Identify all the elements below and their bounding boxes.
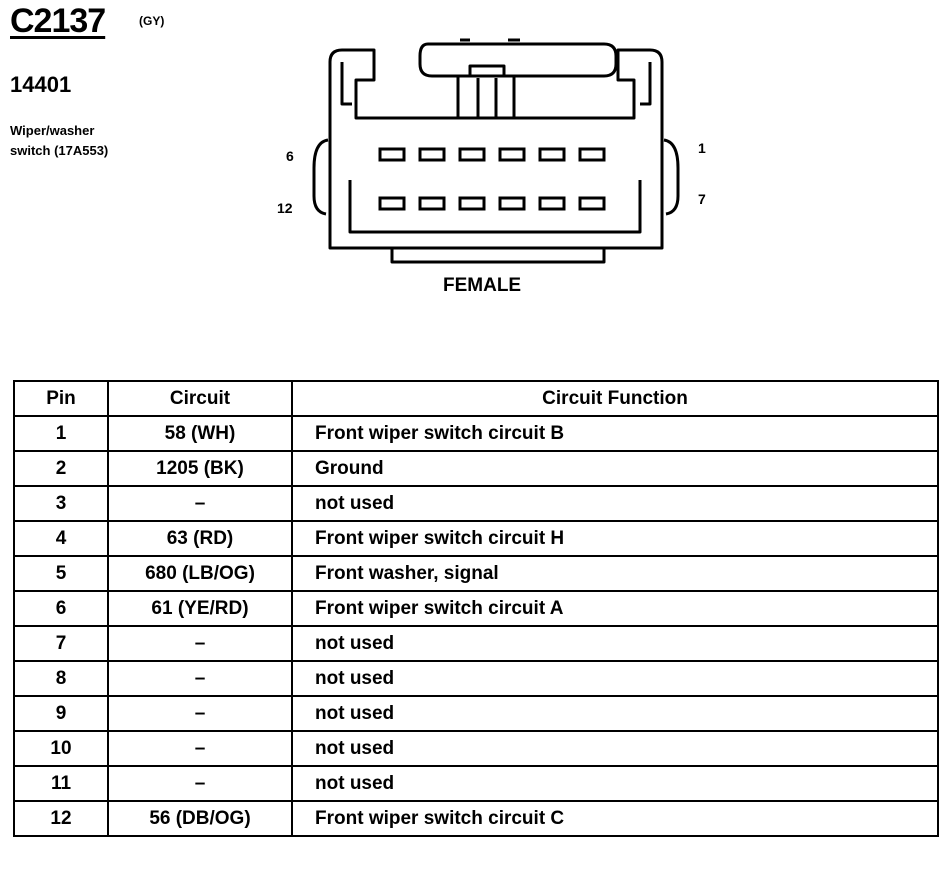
table-row [14, 731, 938, 766]
pin-cell: 11 [14, 766, 108, 801]
function-cell: Front wiper switch circuit C [292, 801, 938, 836]
table-row [14, 556, 938, 591]
cavity-8 [540, 198, 564, 209]
latch-ramp [458, 66, 514, 118]
table-row [14, 591, 938, 626]
circuit-cell: 63 (RD) [108, 521, 292, 556]
circuit-cell: 61 (YE/RD) [108, 591, 292, 626]
circuit-cell: 56 (DB/OG) [108, 801, 292, 836]
table-row [14, 661, 938, 696]
function-cell: not used [292, 696, 938, 731]
circuit-cell: 58 (WH) [108, 416, 292, 451]
table-row [14, 766, 938, 801]
connector-color: (GY) [139, 14, 165, 28]
circuit-cell: – [108, 766, 292, 801]
function-cell: not used [292, 661, 938, 696]
circuit-cell: – [108, 626, 292, 661]
pin-cell: 2 [14, 451, 108, 486]
table-row [14, 486, 938, 521]
description-line-1: Wiper/washer [10, 123, 95, 138]
function-cell: Front wiper switch circuit B [292, 416, 938, 451]
function-cell: Front wiper switch circuit H [292, 521, 938, 556]
cavity-3 [500, 149, 524, 160]
header-circuit: Circuit [108, 381, 292, 416]
cavity-6 [380, 149, 404, 160]
connector-gender: FEMALE [443, 275, 522, 296]
function-cell: not used [292, 626, 938, 661]
pin-cell: 1 [14, 416, 108, 451]
pin-label-bottom-right: 7 [698, 191, 706, 207]
function-cell: Ground [292, 451, 938, 486]
pin-label-bottom-left: 12 [277, 200, 293, 216]
part-number: 14401 [10, 72, 72, 97]
table-row [14, 416, 938, 451]
pin-cell: 10 [14, 731, 108, 766]
cavity-5 [420, 149, 444, 160]
cavity-9 [500, 198, 524, 209]
pin-label-top-left: 6 [286, 148, 294, 164]
table-row [14, 451, 938, 486]
circuit-cell: 1205 (BK) [108, 451, 292, 486]
cavity-1 [580, 149, 604, 160]
housing-inner-corner-right [640, 62, 650, 104]
pin-cell: 7 [14, 626, 108, 661]
header-circuit-function: Circuit Function [292, 381, 938, 416]
pin-cell: 12 [14, 801, 108, 836]
pin-cell: 6 [14, 591, 108, 626]
table-header-row [14, 381, 938, 416]
pin-cell: 8 [14, 661, 108, 696]
function-cell: Front washer, signal [292, 556, 938, 591]
circuit-cell: 680 (LB/OG) [108, 556, 292, 591]
table-row [14, 696, 938, 731]
circuit-cell: – [108, 696, 292, 731]
connector-cavity [350, 180, 640, 232]
connector-id: C2137 [10, 2, 106, 40]
description-line-2: switch (17A553) [10, 143, 109, 158]
cavity-12 [380, 198, 404, 209]
bottom-tab [392, 248, 604, 262]
table-row [14, 626, 938, 661]
cavity-10 [460, 198, 484, 209]
function-cell: not used [292, 766, 938, 801]
cavity-7 [580, 198, 604, 209]
cavity-2 [540, 149, 564, 160]
pin-cell: 5 [14, 556, 108, 591]
side-rib-left [314, 140, 328, 214]
cavity-4 [460, 149, 484, 160]
pin-cell: 4 [14, 521, 108, 556]
side-rib-right [664, 140, 678, 214]
pin-label-top-right: 1 [698, 140, 706, 156]
function-cell: not used [292, 486, 938, 521]
pinout-table [13, 380, 939, 837]
function-cell: not used [292, 731, 938, 766]
function-cell: Front wiper switch circuit A [292, 591, 938, 626]
table-row [14, 521, 938, 556]
circuit-cell: – [108, 661, 292, 696]
circuit-cell: – [108, 731, 292, 766]
circuit-cell: – [108, 486, 292, 521]
cavity-11 [420, 198, 444, 209]
housing-inner-corner-left [342, 62, 352, 104]
connector-latch [420, 44, 616, 76]
pin-cell: 3 [14, 486, 108, 521]
pin-cell: 9 [14, 696, 108, 731]
table-row [14, 801, 938, 836]
header-pin: Pin [14, 381, 108, 416]
